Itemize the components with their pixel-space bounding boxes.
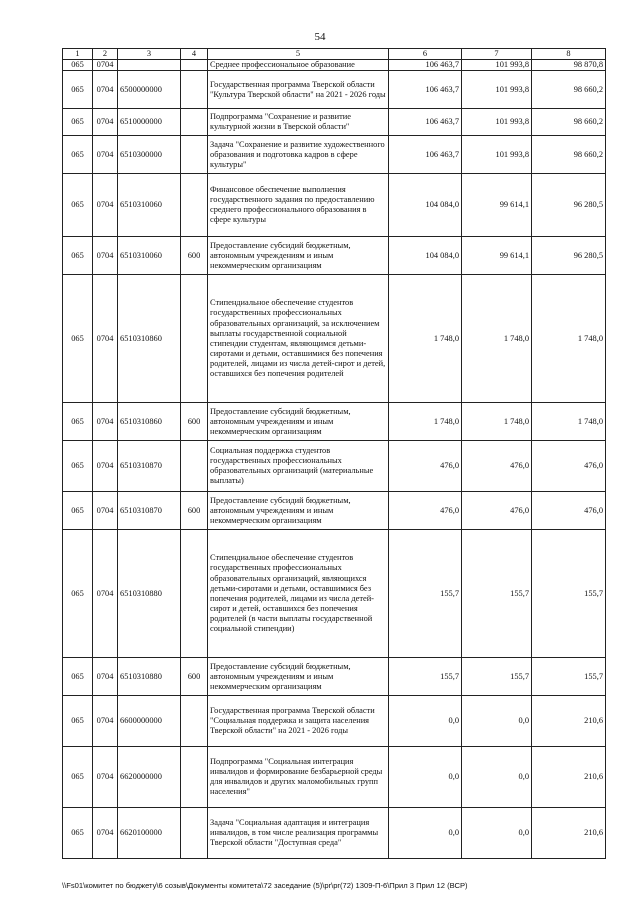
section-code: 0704 xyxy=(93,492,118,530)
section-code: 0704 xyxy=(93,530,118,658)
amount-col8: 96 280,5 xyxy=(532,237,606,275)
item-name: Предоставление субсидий бюджетным, автономным учреждениям и иным некоммерческим организациям xyxy=(208,403,389,441)
ministry-code: 065 xyxy=(63,492,93,530)
column-header: 4 xyxy=(181,49,208,60)
item-name: Задача "Сохранение и развитие художественного образования и подготовка кадров в сфере культуры" xyxy=(208,136,389,174)
amount-col7: 99 614,1 xyxy=(462,237,532,275)
target-article-code: 6510310870 xyxy=(118,441,181,492)
expense-type-code xyxy=(181,696,208,747)
table-row xyxy=(63,747,606,808)
target-article-code: 6620100000 xyxy=(118,808,181,859)
expense-type-code xyxy=(181,530,208,658)
target-article-code: 6500000000 xyxy=(118,71,181,109)
expense-type-code xyxy=(181,275,208,403)
target-article-code: 6510310060 xyxy=(118,237,181,275)
target-article-code: 6510310060 xyxy=(118,174,181,237)
amount-col8: 476,0 xyxy=(532,441,606,492)
section-code: 0704 xyxy=(93,403,118,441)
item-name: Социальная поддержка студентов государственных профессиональных образовательных организаций (материальные выплаты) xyxy=(208,441,389,492)
table-row xyxy=(63,71,606,109)
amount-col7: 101 993,8 xyxy=(462,71,532,109)
expense-type-code xyxy=(181,60,208,71)
expense-type-code xyxy=(181,136,208,174)
column-header: 7 xyxy=(462,49,532,60)
expense-type-code: 600 xyxy=(181,403,208,441)
amount-col7: 101 993,8 xyxy=(462,60,532,71)
ministry-code: 065 xyxy=(63,403,93,441)
section-code: 0704 xyxy=(93,441,118,492)
table-row xyxy=(63,60,606,71)
item-name: Стипендиальное обеспечение студентов государственных профессиональных образовательных организаций, являющихся детьми-сиротами и детьми, оставшимися без попечения родителей, лицами из числа детей-сирот и детей, оставшихся без попечения родителей (в части выплаты государственной социальной стипендии) xyxy=(208,530,389,658)
amount-col7: 101 993,8 xyxy=(462,136,532,174)
amount-col8: 155,7 xyxy=(532,530,606,658)
amount-col8: 1 748,0 xyxy=(532,403,606,441)
item-name: Государственная программа Тверской области "Культура Тверской области" на 2021 - 2026 годы xyxy=(208,71,389,109)
amount-col8: 1 748,0 xyxy=(532,275,606,403)
amount-col6: 155,7 xyxy=(389,658,462,696)
ministry-code: 065 xyxy=(63,60,93,71)
section-code: 0704 xyxy=(93,275,118,403)
section-code: 0704 xyxy=(93,696,118,747)
table-row xyxy=(63,441,606,492)
target-article-code: 6510310880 xyxy=(118,658,181,696)
target-article-code xyxy=(118,60,181,71)
amount-col6: 155,7 xyxy=(389,530,462,658)
amount-col8: 98 660,2 xyxy=(532,136,606,174)
ministry-code: 065 xyxy=(63,174,93,237)
ministry-code: 065 xyxy=(63,441,93,492)
ministry-code: 065 xyxy=(63,109,93,136)
amount-col6: 106 463,7 xyxy=(389,136,462,174)
item-name: Подпрограмма "Социальная интеграция инвалидов и формирование безбарьерной среды для инвалидов и других маломобильных групп населения" xyxy=(208,747,389,808)
item-name: Подпрограмма "Сохранение и развитие культурной жизни в Тверской области" xyxy=(208,109,389,136)
ministry-code: 065 xyxy=(63,237,93,275)
item-name: Задача "Социальная адаптация и интеграция инвалидов, в том числе реализация программы Тверской области "Доступная среда" xyxy=(208,808,389,859)
target-article-code: 6510300000 xyxy=(118,136,181,174)
section-code: 0704 xyxy=(93,109,118,136)
section-code: 0704 xyxy=(93,747,118,808)
header-row xyxy=(63,49,606,60)
amount-col7: 0,0 xyxy=(462,696,532,747)
target-article-code: 6600000000 xyxy=(118,696,181,747)
amount-col7: 155,7 xyxy=(462,658,532,696)
amount-col8: 210,6 xyxy=(532,696,606,747)
amount-col7: 155,7 xyxy=(462,530,532,658)
expense-type-code: 600 xyxy=(181,658,208,696)
table-row xyxy=(63,808,606,859)
item-name: Финансовое обеспечение выполнения государственного задания по предоставлению среднего профессионального образования в сфере культуры xyxy=(208,174,389,237)
target-article-code: 6510310870 xyxy=(118,492,181,530)
expense-type-code xyxy=(181,747,208,808)
table-row xyxy=(63,403,606,441)
ministry-code: 065 xyxy=(63,530,93,658)
amount-col8: 155,7 xyxy=(532,658,606,696)
ministry-code: 065 xyxy=(63,71,93,109)
table-row xyxy=(63,658,606,696)
ministry-code: 065 xyxy=(63,275,93,403)
ministry-code: 065 xyxy=(63,747,93,808)
section-code: 0704 xyxy=(93,658,118,696)
item-name: Среднее профессиональное образование xyxy=(208,60,389,71)
item-name: Стипендиальное обеспечение студентов государственных профессиональных образовательных организаций, за исключением выплаты государственной социальной стипендии студентам, являющимся детьми-сиротами и детьми, оставшимися без попечения родителей, лицами из числа детей-сирот и детей, оставшихся без попечения родителей xyxy=(208,275,389,403)
column-header: 6 xyxy=(389,49,462,60)
budget-table xyxy=(62,48,606,859)
table-row xyxy=(63,174,606,237)
amount-col6: 1 748,0 xyxy=(389,275,462,403)
column-header: 1 xyxy=(63,49,93,60)
amount-col6: 106 463,7 xyxy=(389,71,462,109)
amount-col8: 210,6 xyxy=(532,808,606,859)
section-code: 0704 xyxy=(93,237,118,275)
expense-type-code xyxy=(181,109,208,136)
expense-type-code: 600 xyxy=(181,237,208,275)
amount-col7: 476,0 xyxy=(462,441,532,492)
section-code: 0704 xyxy=(93,71,118,109)
table-row xyxy=(63,696,606,747)
target-article-code: 6510310880 xyxy=(118,530,181,658)
expense-type-code xyxy=(181,174,208,237)
ministry-code: 065 xyxy=(63,808,93,859)
column-header: 8 xyxy=(532,49,606,60)
amount-col7: 99 614,1 xyxy=(462,174,532,237)
item-name: Предоставление субсидий бюджетным, автономным учреждениям и иным некоммерческим организациям xyxy=(208,237,389,275)
amount-col6: 1 748,0 xyxy=(389,403,462,441)
amount-col6: 104 084,0 xyxy=(389,174,462,237)
amount-col8: 98 870,8 xyxy=(532,60,606,71)
amount-col6: 106 463,7 xyxy=(389,109,462,136)
amount-col6: 104 084,0 xyxy=(389,237,462,275)
ministry-code: 065 xyxy=(63,658,93,696)
file-path-footer: \\Fs01\комитет по бюджету\6 созыв\Документы комитета\72 заседание (5)\pr\pr(72) 1309-П-6\Прил 3 Прил 12 (ВСР) xyxy=(62,881,468,890)
amount-col8: 98 660,2 xyxy=(532,109,606,136)
section-code: 0704 xyxy=(93,174,118,237)
amount-col6: 0,0 xyxy=(389,747,462,808)
section-code: 0704 xyxy=(93,136,118,174)
ministry-code: 065 xyxy=(63,136,93,174)
amount-col7: 0,0 xyxy=(462,808,532,859)
table-row xyxy=(63,136,606,174)
ministry-code: 065 xyxy=(63,696,93,747)
table-row xyxy=(63,530,606,658)
amount-col6: 476,0 xyxy=(389,441,462,492)
page-number: 54 xyxy=(314,31,326,43)
expense-type-code xyxy=(181,808,208,859)
amount-col8: 476,0 xyxy=(532,492,606,530)
expense-type-code: 600 xyxy=(181,492,208,530)
column-header: 5 xyxy=(208,49,389,60)
target-article-code: 6510310860 xyxy=(118,275,181,403)
amount-col8: 96 280,5 xyxy=(532,174,606,237)
amount-col6: 476,0 xyxy=(389,492,462,530)
amount-col7: 476,0 xyxy=(462,492,532,530)
item-name: Предоставление субсидий бюджетным, автономным учреждениям и иным некоммерческим организациям xyxy=(208,658,389,696)
target-article-code: 6620000000 xyxy=(118,747,181,808)
amount-col8: 210,6 xyxy=(532,747,606,808)
expense-type-code xyxy=(181,441,208,492)
table-row xyxy=(63,237,606,275)
item-name: Предоставление субсидий бюджетным, автономным учреждениям и иным некоммерческим организациям xyxy=(208,492,389,530)
amount-col7: 1 748,0 xyxy=(462,403,532,441)
column-header: 2 xyxy=(93,49,118,60)
amount-col7: 1 748,0 xyxy=(462,275,532,403)
table-row xyxy=(63,492,606,530)
table-row xyxy=(63,275,606,403)
target-article-code: 6510310860 xyxy=(118,403,181,441)
amount-col6: 0,0 xyxy=(389,696,462,747)
column-header: 3 xyxy=(118,49,181,60)
section-code: 0704 xyxy=(93,60,118,71)
target-article-code: 6510000000 xyxy=(118,109,181,136)
item-name: Государственная программа Тверской области "Социальная поддержка и защита населения Тверской области" на 2021 - 2026 годы xyxy=(208,696,389,747)
amount-col8: 98 660,2 xyxy=(532,71,606,109)
amount-col7: 101 993,8 xyxy=(462,109,532,136)
table-row xyxy=(63,109,606,136)
expense-type-code xyxy=(181,71,208,109)
amount-col7: 0,0 xyxy=(462,747,532,808)
amount-col6: 0,0 xyxy=(389,808,462,859)
section-code: 0704 xyxy=(93,808,118,859)
amount-col6: 106 463,7 xyxy=(389,60,462,71)
